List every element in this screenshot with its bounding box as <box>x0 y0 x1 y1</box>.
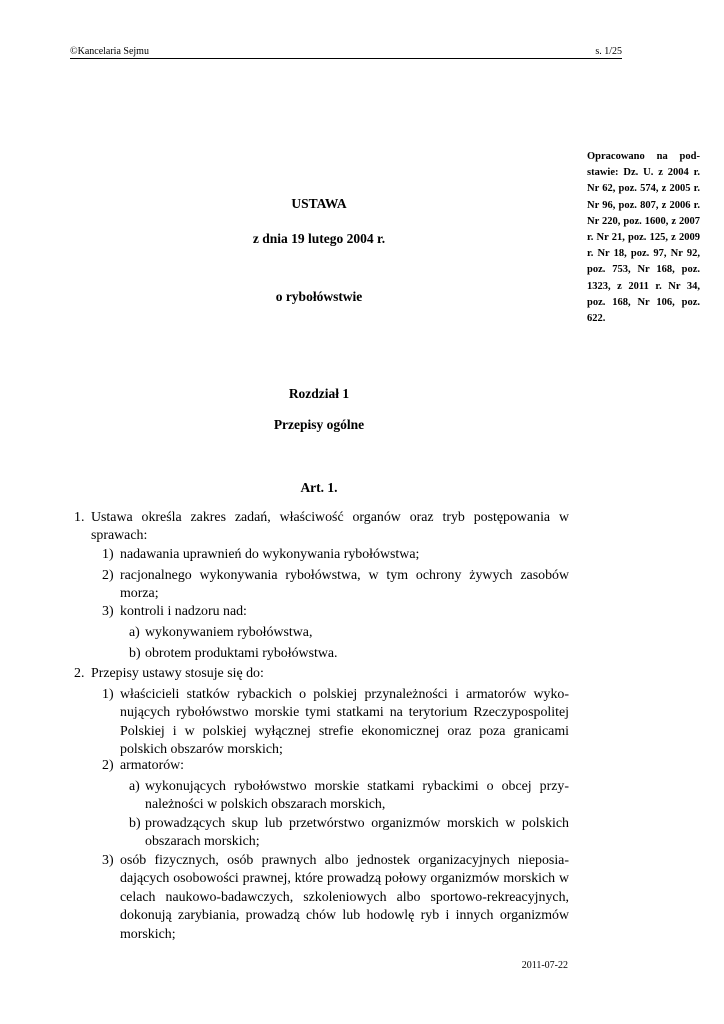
list-item <box>102 603 569 621</box>
item-text: wykonujących rybołówstwo morskie statkami rybackimi o obcej przynależności w polskich obszarach morskich, <box>145 779 569 813</box>
page-number: s. 1/25 <box>595 46 622 57</box>
list-item <box>102 546 569 564</box>
item-text: prowadzących skup lub przetwórstwo organizmów morskich w polskich obszarach morskich; <box>145 816 569 850</box>
list-item <box>102 567 569 604</box>
item-number: 3) <box>102 853 114 868</box>
article-heading: Art. 1. <box>300 480 338 495</box>
item-number: b) <box>129 646 141 661</box>
item-number: 2. <box>74 666 85 681</box>
item-number: 1. <box>74 510 85 525</box>
header-source: ©Kancelaria Sejmu <box>70 46 149 57</box>
source-note: Opracowano na podstawie: Dz. U. z 2004 r. Nr 62, poz. 574, z 2005 r. Nr 96, poz. 807, z 2006 r. Nr 220, poz. 1600, z 2007 r. Nr 21, poz. 125, z 2009 r. Nr 18, poz. 97, Nr 92, poz. 753, Nr 168, poz. 1323, z 2011 r. Nr 34, poz. 168, Nr 106, poz. 622. <box>587 151 700 325</box>
item-number: a) <box>129 779 140 794</box>
sub-item <box>129 815 569 852</box>
item-text: nadawania uprawnień do wykonywania rybołówstwa; <box>120 547 420 562</box>
list-item <box>102 757 569 775</box>
item-number: b) <box>129 816 141 831</box>
item-text: armatorów: <box>120 758 185 773</box>
list-item <box>102 686 569 760</box>
item-number: 2) <box>102 758 114 773</box>
sub-item <box>129 624 569 642</box>
item-text: wykonywaniem rybołówstwa, <box>145 625 313 640</box>
footer-date: 2011-07-22 <box>521 960 568 971</box>
list-item <box>102 852 569 944</box>
paragraph-2 <box>74 665 569 683</box>
item-number: a) <box>129 625 140 640</box>
chapter-name: Przepisy ogólne <box>273 417 365 432</box>
act-type: USTAWA <box>291 196 347 211</box>
item-text: kontroli i nadzoru nad: <box>120 604 247 619</box>
item-number: 1) <box>102 687 114 702</box>
item-text: Przepisy ustawy stosuje się do: <box>91 666 264 681</box>
item-number: 2) <box>102 568 114 583</box>
chapter-label: Rozdział 1 <box>288 386 350 401</box>
item-text: obrotem produktami rybołówstwa. <box>145 646 338 661</box>
header-divider <box>70 58 622 59</box>
item-text: osób fizycznych, osób prawnych albo jednostek organizacyjnych nieposiadających osobowości prawnej, które prowadzą połowy organizmów morskich w celach naukowo-badawczych, szkoleniowych albo sportowo-rekreacyjnych, dokonują zarybiania, prowadzą chów lub hodowlę ryb i innych organizmów morskich; <box>120 853 569 942</box>
sub-item <box>129 778 569 815</box>
sub-item <box>129 645 569 663</box>
paragraph-1 <box>74 509 569 546</box>
act-subject: o rybołówstwie <box>275 289 363 304</box>
item-number: 3) <box>102 604 114 619</box>
item-text: Ustawa określa zakres zadań, właściwość organów oraz tryb postępowania w sprawach: <box>91 510 569 544</box>
item-number: 1) <box>102 547 114 562</box>
item-text: racjonalnego wykonywania rybołówstwa, w tym ochrony żywych zasobów morza; <box>120 568 569 602</box>
act-date: z dnia 19 lutego 2004 r. <box>252 231 386 246</box>
item-text: właścicieli statków rybackich o polskiej przynależności i armatorów wykonujących rybołówstwo morskie tymi statkami na terytorium Rzeczypospolitej Polskiej i w polskiej wyłącznej strefie ekonomicznej oraz poza granicami polskich obszarów morskich; <box>120 687 569 758</box>
